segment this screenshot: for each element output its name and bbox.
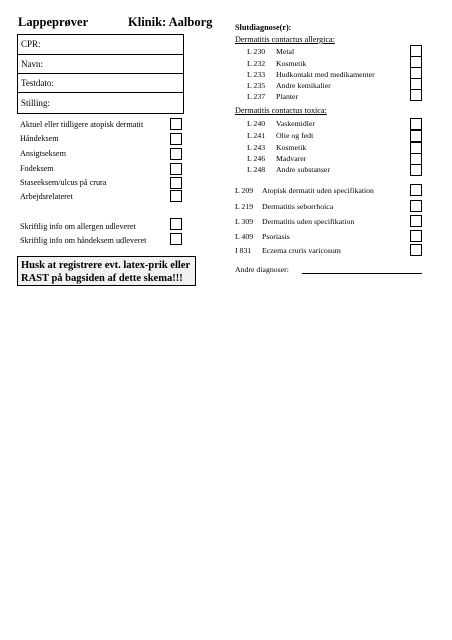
check-label-stasis-eczema: Staseeksem/ulcus på crura bbox=[20, 178, 107, 187]
diag-text: Hudkontakt med medikamenter bbox=[276, 70, 375, 79]
toxica-heading: Dermatitis contactus toxica: bbox=[235, 106, 327, 115]
check-label-hand-eczema: Håndeksem bbox=[20, 134, 59, 143]
diag-text: Vaskemidler bbox=[276, 119, 315, 128]
diag-code: L 230 bbox=[247, 47, 266, 56]
checkbox-l309[interactable] bbox=[410, 215, 422, 227]
other-diagnoses-label: Andre diagnoser: bbox=[235, 265, 289, 274]
final-diagnosis-heading: Slutdiagnose(r): bbox=[235, 23, 292, 32]
diag-text: Kosmetik bbox=[276, 59, 307, 68]
checkbox-l241[interactable] bbox=[410, 130, 422, 142]
diag-code: L 219 bbox=[235, 202, 254, 211]
cpr-label: CPR: bbox=[21, 39, 41, 49]
diag-text: Olie og fedt bbox=[276, 131, 314, 140]
diag-code: L 309 bbox=[235, 217, 254, 226]
clinic-label: Klinik: Aalborg bbox=[128, 15, 213, 29]
check-label-info-allergen: Skriftlig info om allergen udleveret bbox=[20, 222, 136, 231]
patient-fields-box bbox=[17, 34, 184, 114]
diag-text: Eczema cruris varicosum bbox=[262, 246, 341, 255]
checkbox-hand-eczema[interactable] bbox=[170, 133, 182, 145]
checkbox-atopic[interactable] bbox=[170, 118, 182, 130]
diag-text: Madvarer bbox=[276, 154, 307, 163]
latex-rast-warning bbox=[17, 256, 196, 286]
diag-code: L 235 bbox=[247, 81, 266, 90]
checkbox-i831[interactable] bbox=[410, 244, 422, 256]
checkbox-info-hand-eczema[interactable] bbox=[170, 233, 182, 245]
checkbox-l248[interactable] bbox=[410, 164, 422, 176]
warning-line-1: Husk at registrere evt. latex-prik eller bbox=[21, 260, 191, 271]
cpr-field[interactable] bbox=[18, 35, 183, 54]
checkbox-face-eczema[interactable] bbox=[170, 148, 182, 160]
diag-text: Andre substanser bbox=[276, 165, 330, 174]
checkbox-l409[interactable] bbox=[410, 230, 422, 242]
check-label-foot-eczema: Fodeksem bbox=[20, 164, 54, 173]
checkbox-foot-eczema[interactable] bbox=[170, 163, 182, 175]
diag-code: L 237 bbox=[247, 92, 266, 101]
other-diagnoses-line[interactable] bbox=[302, 273, 422, 274]
checkbox-work-related[interactable] bbox=[170, 190, 182, 202]
name-field[interactable] bbox=[18, 54, 183, 73]
form-title: Lappeprøver bbox=[18, 15, 89, 29]
diag-code: L 243 bbox=[247, 143, 266, 152]
name-label: Navn: bbox=[21, 59, 43, 69]
test-date-label: Testdato: bbox=[21, 78, 54, 88]
check-label-atopic: Aktuel eller tidligere atopisk dermatit bbox=[20, 120, 144, 129]
check-label-face-eczema: Ansigtseksem bbox=[20, 149, 66, 158]
diag-code: L 240 bbox=[247, 119, 266, 128]
checkbox-stasis-eczema[interactable] bbox=[170, 177, 182, 189]
diag-text: Kosmetik bbox=[276, 143, 307, 152]
diag-text: Dermatitis seborrhoica bbox=[262, 202, 334, 211]
diag-code: L 246 bbox=[247, 154, 266, 163]
checkbox-l219[interactable] bbox=[410, 200, 422, 212]
checkbox-l240[interactable] bbox=[410, 118, 422, 130]
warning-line-2: RAST på bagsiden af dette skema!!! bbox=[21, 273, 183, 284]
check-label-info-hand-eczema: Skriftlig info om håndeksem udleveret bbox=[20, 236, 147, 245]
diag-text: Planter bbox=[276, 92, 299, 101]
diag-code: L 241 bbox=[247, 131, 266, 140]
diag-code: I 831 bbox=[235, 246, 252, 255]
check-label-work-related: Arbejdsrelateret bbox=[20, 192, 73, 201]
diag-code: L 409 bbox=[235, 232, 254, 241]
checkbox-l237[interactable] bbox=[410, 89, 422, 101]
diag-code: L 209 bbox=[235, 186, 254, 195]
position-label: Stilling: bbox=[21, 98, 51, 108]
checkbox-info-allergen[interactable] bbox=[170, 218, 182, 230]
diag-code: L 232 bbox=[247, 59, 266, 68]
checkbox-l209[interactable] bbox=[410, 184, 422, 196]
position-field[interactable] bbox=[18, 92, 183, 113]
diag-text: Andre kemikalier bbox=[276, 81, 331, 90]
diag-text: Dermatitis uden specifikation bbox=[262, 217, 355, 226]
allergica-heading: Dermatitis contactus allergica: bbox=[235, 35, 335, 44]
test-date-field[interactable] bbox=[18, 73, 183, 92]
diag-text: Psoriasis bbox=[262, 232, 290, 241]
diag-code: L 233 bbox=[247, 70, 266, 79]
diag-text: Atopisk dermatit uden specifikation bbox=[262, 186, 374, 195]
diag-code: L 248 bbox=[247, 165, 266, 174]
diag-text: Metal bbox=[276, 47, 295, 56]
